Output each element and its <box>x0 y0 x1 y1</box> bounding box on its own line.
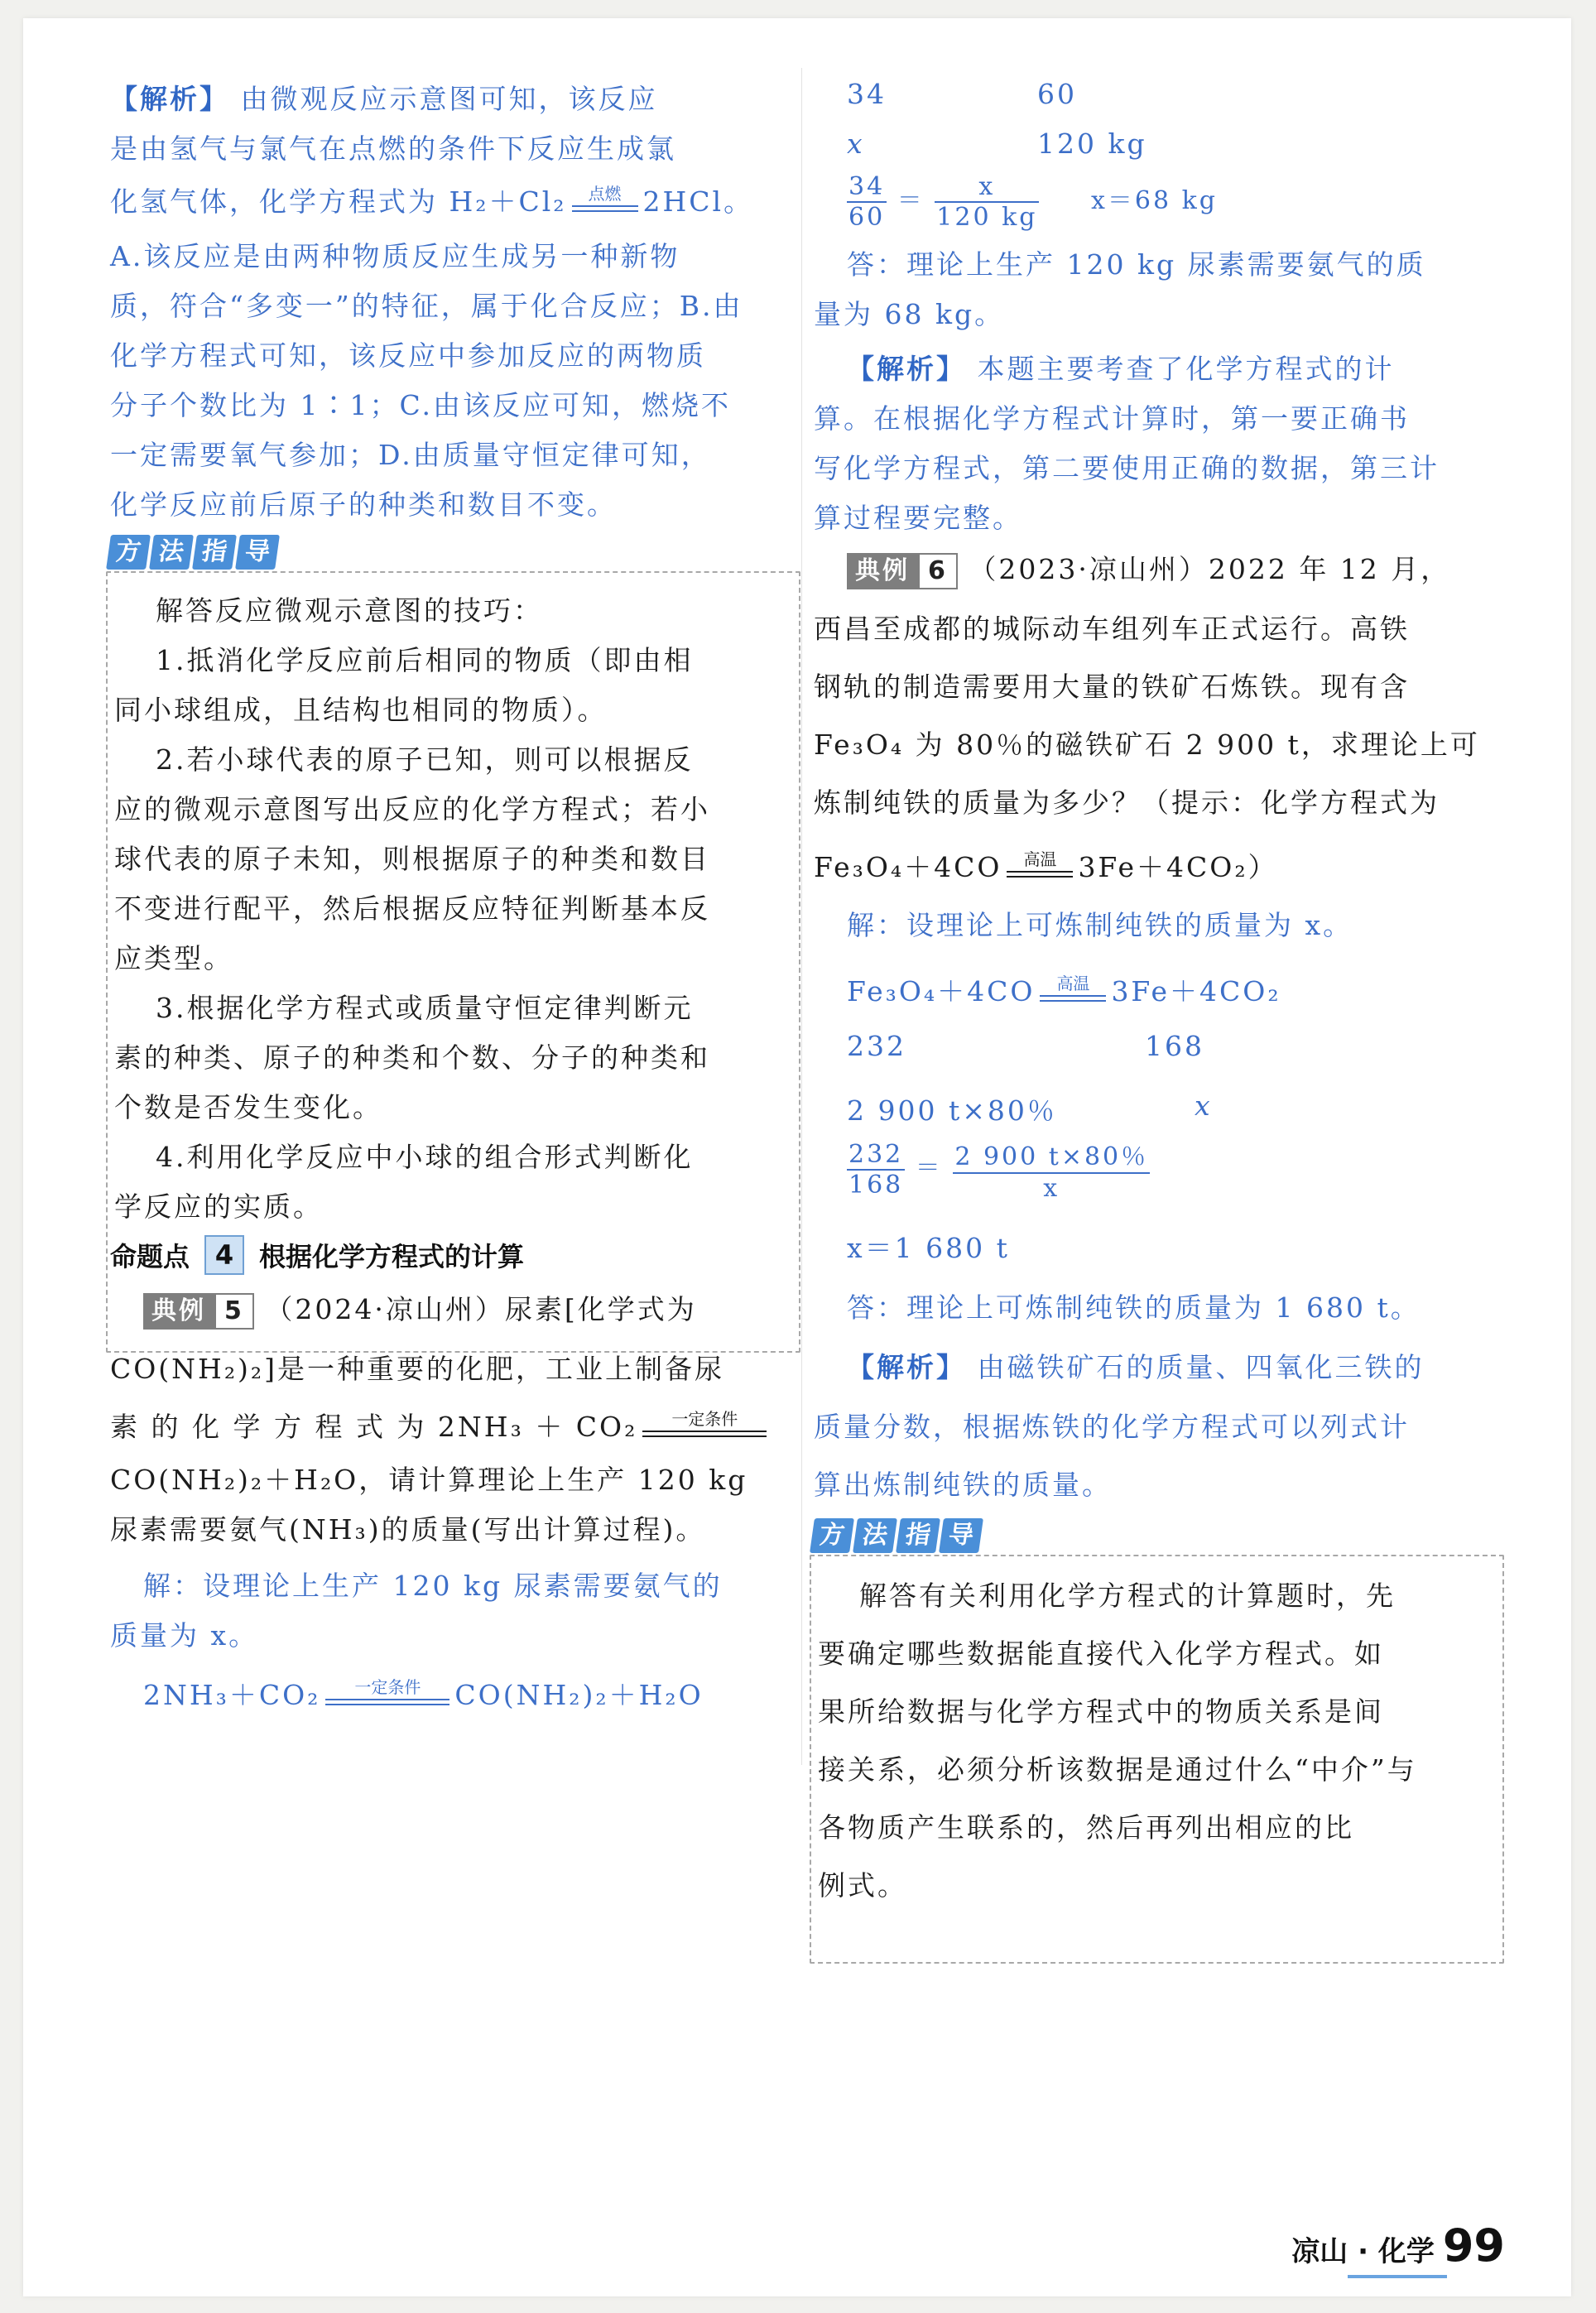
example-text: （2024·凉山州）尿素[化学式为 <box>265 1293 697 1325</box>
example-word: 典例 <box>847 553 918 589</box>
analysis-tag: 【解析】 <box>847 353 966 385</box>
method-guide-title <box>812 1518 981 1553</box>
footer-accent-line <box>1348 2275 1447 2278</box>
calc-row <box>1037 127 1147 160</box>
equation-right: 3Fe＋4CO₂） <box>1078 851 1278 883</box>
method-title-char: 法 <box>149 535 194 570</box>
analysis-line: 算过程要完整。 <box>814 502 1022 534</box>
method-line: 果所给数据与化学方程式中的物质关系是间 <box>818 1695 1384 1728</box>
method-title-char: 导 <box>939 1518 983 1553</box>
example-text: （2023·凉山州）2022 年 12 月， <box>969 553 1451 585</box>
method-line: 球代表的原子未知，则根据原子的种类和数目 <box>114 843 710 875</box>
analysis-text: 由磁铁矿石的质量、四氧化三铁的 <box>977 1351 1425 1383</box>
analysis-text: 本题主要考查了化学方程式的计 <box>977 353 1395 385</box>
calc-row <box>1145 1030 1204 1062</box>
calc-row <box>847 1089 1057 1128</box>
calc-value: 2 900 t×80％ <box>847 1094 1057 1127</box>
page-number: 99 <box>1442 2219 1505 2272</box>
example-line <box>110 1406 772 1445</box>
fraction <box>935 172 1039 232</box>
equation-right: CO(NH₂)₂＋H₂O <box>454 1679 704 1711</box>
example-line <box>814 846 1278 885</box>
method-title-char: 方 <box>810 1518 854 1553</box>
example-line: 尿素需要氨气(NH₃)的质量(写出计算过程)。 <box>110 1513 706 1546</box>
example-line: 西昌至成都的城际动车组列车正式运行。高铁 <box>814 613 1410 645</box>
example-line <box>847 548 1450 589</box>
equation-right: 2HCl。 <box>642 185 754 218</box>
fraction <box>847 172 887 232</box>
method-title-char: 指 <box>192 535 237 570</box>
numerator: 2 900 t×80％ <box>953 1136 1150 1174</box>
analysis-line: A.该反应是由两种物质反应生成另一种新物 <box>110 240 680 272</box>
method-line: 接关系，必须分析该数据是通过什么“中介”与 <box>818 1753 1417 1786</box>
analysis-line <box>847 1346 1425 1385</box>
calc-row <box>1195 1089 1213 1122</box>
calc-row <box>847 78 887 110</box>
calc-result: x＝68 kg <box>1091 186 1219 215</box>
method-title-char: 导 <box>235 535 280 570</box>
analysis-line <box>110 78 658 117</box>
method-line: 1.抵消化学反应前后相同的物质（即由相 <box>156 644 694 676</box>
method-line: 解答有关利用化学方程式的计算题时，先 <box>859 1580 1396 1612</box>
calc-result: x＝1 680 t <box>847 1232 1010 1264</box>
fraction <box>953 1136 1150 1203</box>
reaction-condition: 一定条件 <box>354 1677 421 1697</box>
example-line: 钢轨的制造需要用大量的铁矿石炼铁。现有含 <box>814 671 1410 703</box>
calc-value: 120 kg <box>1037 127 1147 160</box>
reaction-condition: 一定条件 <box>671 1409 738 1429</box>
solution-equation <box>847 970 1281 1009</box>
method-guide-title <box>108 535 277 570</box>
analysis-tag: 【解析】 <box>110 83 229 115</box>
example-number: 5 <box>214 1293 254 1330</box>
numerator: 34 <box>848 172 886 201</box>
calc-row <box>1037 78 1077 110</box>
method-title-char: 方 <box>106 535 151 570</box>
analysis-line <box>847 348 1395 387</box>
method-line: 同小球组成，且结构也相同的物质）。 <box>114 694 608 726</box>
reaction-arrow <box>642 1409 767 1437</box>
heading-text: 根据化学方程式的计算 <box>259 1241 525 1272</box>
equation-left: 2NH₃＋CO₂ <box>143 1679 321 1711</box>
heading-number: 4 <box>204 1235 244 1275</box>
method-line: 要确定哪些数据能直接代入化学方程式。如 <box>818 1637 1384 1670</box>
method-line: 学反应的实质。 <box>114 1190 323 1223</box>
proportion: $\frac{232}{168}$ ＝ $\frac{2 900 t\times 80\%}{x}$ <box>847 1136 1150 1203</box>
analysis-line: 化学方程式可知，该反应中参加反应的两物质 <box>110 339 706 372</box>
reaction-condition: 高温 <box>1056 974 1090 993</box>
method-line: 应的微观示意图写出反应的化学方程式；若小 <box>114 793 710 825</box>
solution-line: 质量为 x。 <box>110 1619 259 1652</box>
reaction-arrow <box>1007 849 1073 878</box>
analysis-text: 由微观反应示意图可知，该反应 <box>240 83 658 115</box>
example-line: CO(NH₂)₂＋H₂O，请计算理论上生产 120 kg <box>110 1464 748 1496</box>
proportion: $\frac{34}{60}$ ＝ $\frac{x}{120 kg}$ x＝68 kg <box>848 172 1219 232</box>
calc-value: x <box>1195 1089 1213 1122</box>
equation-left: 素 的 化 学 方 程 式 为 2NH₃ ＋ CO₂ <box>110 1411 638 1443</box>
example-tag <box>847 553 958 589</box>
method-title-char: 指 <box>896 1518 940 1553</box>
equation-left: 化氢气体，化学方程式为 H₂＋Cl₂ <box>110 185 567 218</box>
answer-line: 答：理论上生产 120 kg 尿素需要氨气的质 <box>847 248 1426 281</box>
example-line <box>143 1288 697 1330</box>
method-line: 不变进行配平，然后根据反应特征判断基本反 <box>114 892 710 925</box>
analysis-line: 质，符合“多变一”的特征，属于化合反应；B.由 <box>110 290 743 322</box>
column-divider <box>801 68 802 1765</box>
analysis-line: 算出炼制纯铁的质量。 <box>814 1469 1112 1501</box>
analysis-line: 算。在根据化学方程式计算时，第一要正确书 <box>814 402 1410 435</box>
calc-row <box>847 127 865 160</box>
calc-value: 232 <box>847 1030 906 1062</box>
analysis-line: 分子个数比为 1∶1；C.由该反应可知，燃烧不 <box>110 389 732 421</box>
footer-subject: 凉山 · 化学 <box>1291 2235 1435 2268</box>
method-line: 4.利用化学反应中小球的组合形式判断化 <box>156 1141 694 1173</box>
denominator: 60 <box>848 203 886 232</box>
page-footer <box>1291 2219 1505 2272</box>
answer-line: 量为 68 kg。 <box>814 298 1005 330</box>
example-tag <box>143 1293 254 1330</box>
analysis-line <box>110 180 753 219</box>
method-line: 解答反应微观示意图的技巧： <box>156 594 543 627</box>
calc-value: x <box>847 127 865 160</box>
method-line: 应类型。 <box>114 942 233 974</box>
reaction-arrow <box>572 184 638 212</box>
calc-value: 60 <box>1037 78 1077 110</box>
section-heading <box>110 1235 524 1275</box>
example-line: Fe₃O₄ 为 80％的磁铁矿石 2 900 t，求理论上可 <box>814 729 1480 761</box>
denominator: 120 kg <box>936 203 1038 232</box>
method-line: 2.若小球代表的原子已知，则可以根据反 <box>156 743 694 776</box>
solution-equation <box>143 1674 704 1713</box>
analysis-line: 质量分数，根据炼铁的化学方程式可以列式计 <box>814 1411 1410 1443</box>
reaction-condition: 点燃 <box>588 184 622 204</box>
calc-value: 168 <box>1145 1030 1204 1062</box>
method-line: 个数是否发生变化。 <box>114 1091 382 1123</box>
reaction-arrow <box>1040 974 1106 1002</box>
reaction-arrow <box>325 1677 449 1705</box>
method-line: 各物质产生联系的，然后再列出相应的比 <box>818 1811 1354 1844</box>
numerator: x <box>935 172 1039 203</box>
example-number: 6 <box>918 553 958 589</box>
calc-row <box>847 1030 906 1062</box>
method-line: 例式。 <box>818 1869 907 1902</box>
method-title-char: 法 <box>853 1518 897 1553</box>
method-line: 3.根据化学方程式或质量守恒定律判断元 <box>156 992 694 1024</box>
numerator: 232 <box>848 1139 904 1169</box>
example-line: CO(NH₂)₂]是一种重要的化肥，工业上制备尿 <box>110 1353 725 1385</box>
analysis-line: 是由氢气与氯气在点燃的条件下反应生成氯 <box>110 132 676 165</box>
fraction <box>847 1140 905 1200</box>
analysis-line: 一定需要氧气参加；D.由质量守恒定律可知， <box>110 439 711 471</box>
page <box>23 18 1571 2296</box>
method-line: 素的种类、原子的种类和个数、分子的种类和 <box>114 1041 710 1074</box>
heading-label: 命题点 <box>110 1241 190 1272</box>
equation-left: Fe₃O₄＋4CO <box>847 975 1036 1007</box>
calc-value: 34 <box>847 78 887 110</box>
analysis-line: 化学反应前后原子的种类和数目不变。 <box>110 488 617 521</box>
solution-line: 解：设理论上生产 120 kg 尿素需要氨气的 <box>143 1570 723 1602</box>
example-line: 炼制纯铁的质量为多少？（提示：化学方程式为 <box>814 786 1440 819</box>
denominator: x <box>1043 1174 1060 1203</box>
analysis-line: 写化学方程式，第二要使用正确的数据，第三计 <box>814 452 1440 484</box>
solution-line: 解：设理论上可炼制纯铁的质量为 x。 <box>847 909 1353 941</box>
example-word: 典例 <box>143 1293 214 1330</box>
analysis-tag: 【解析】 <box>847 1351 966 1383</box>
answer-line: 答：理论上可炼制纯铁的质量为 1 680 t。 <box>847 1291 1421 1324</box>
equation-right: 3Fe＋4CO₂ <box>1111 975 1281 1007</box>
equation-left: Fe₃O₄＋4CO <box>814 851 1002 883</box>
denominator: 168 <box>848 1170 904 1200</box>
reaction-condition: 高温 <box>1023 849 1057 869</box>
